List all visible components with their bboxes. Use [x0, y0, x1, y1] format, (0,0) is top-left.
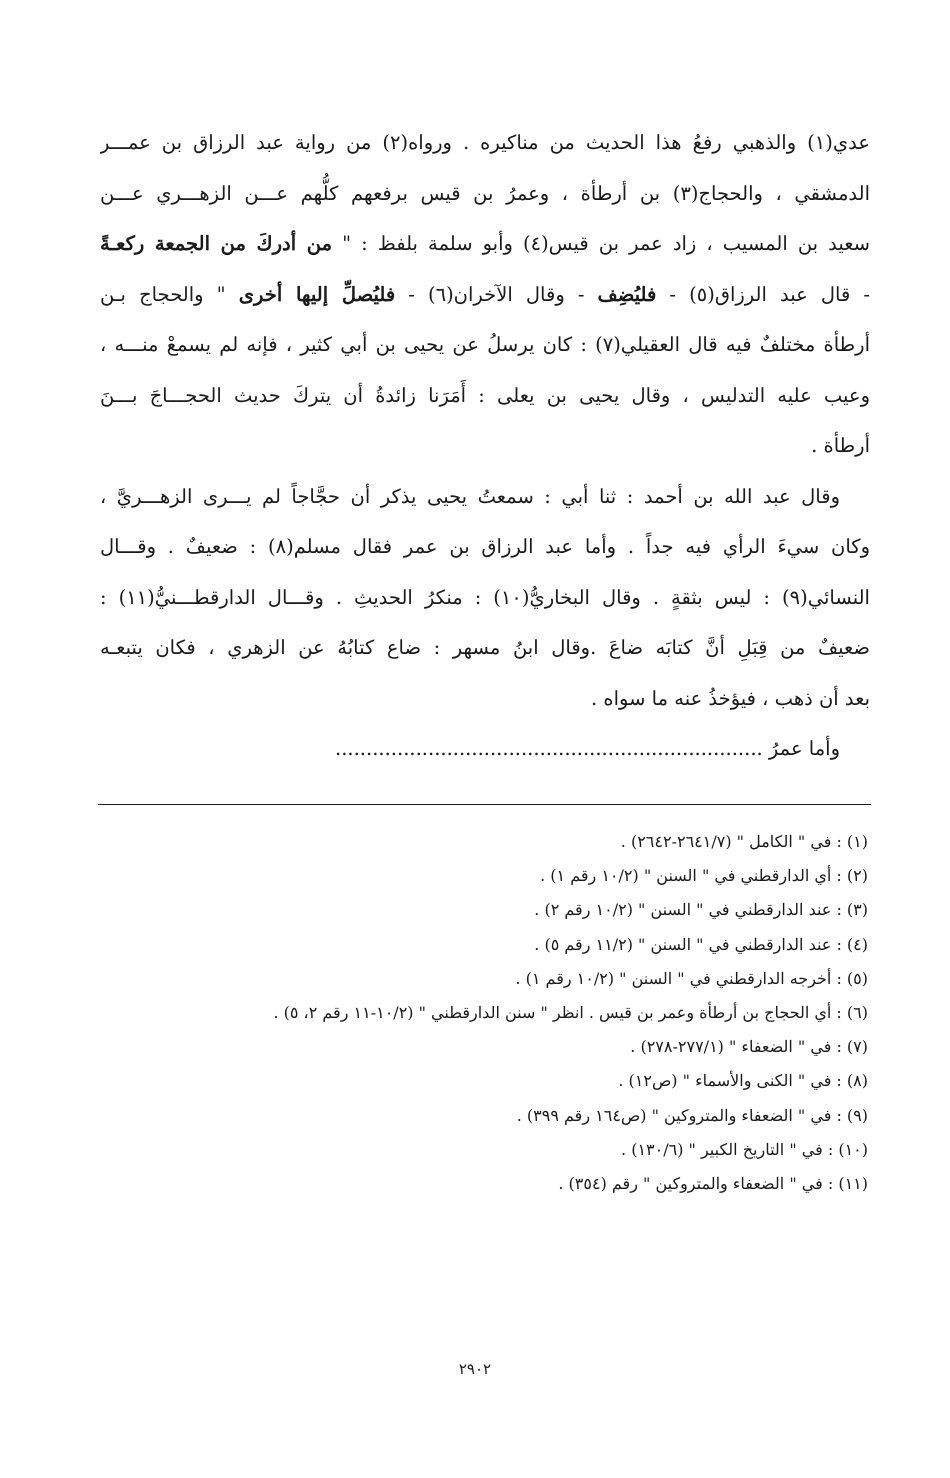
footnote-3: (٣) : عند الدارقطني في " السنن " (١٠/٢ رقم ٢) .: [534, 900, 868, 920]
body-line-13: وأما عمرُ .....................................................................: [335, 737, 840, 760]
footnote-7: (٧) : في " الضعفاء " (٢٧٧/١-٢٧٨) .: [630, 1037, 868, 1057]
bold-phrase-3: فليُصلِّ إليها أخرى: [238, 282, 396, 306]
body-line-4: - قال عبد الرزاق(٥) - فليُضِف - وقال الآخران(٦) - فليُصلِّ إليها أخرى " والحجاج بـن: [100, 282, 870, 306]
body-line-2: الدمشقي ، والحجاج(٣) بن أرطأة ، وعمرُ بن قيس برفعهم كلُّهم عـــن الزهـــري عـــن: [100, 181, 870, 205]
body-line-3-text: سعيد بن المسيب ، زاد عمر بن قيس(٤) وأبو سلمة بلفظ : " من أدركَ من الجمعة ركعـةً: [100, 232, 870, 255]
footnote-9: (٩) : في " الضعفاء والمتروكين " (ص١٦٤ رقم ٣٩٩) .: [516, 1105, 868, 1125]
body-line-5: أرطأة مختلفٌ فيه قال العقيلي(٧) : كان يرسلُ عن يحيى بن أبي كثير ، فإنه لم يسمعْ منـــه ،: [100, 333, 870, 356]
page-number: ٢٩٠٢: [458, 1360, 492, 1378]
footnote-10: (١٠) : في " التاريخ الكبير " (١٣٠/٦) .: [621, 1139, 868, 1159]
footnote-11: (١١) : في " الضعفاء والمتروكين " رقم (٣٥٤) .: [558, 1173, 868, 1193]
footnote-8: (٨) : في " الكنى والأسماء " (ص١٢) .: [618, 1071, 868, 1091]
footnote-2: (٢) : أي الدارقطني في " السنن " (١٠/٢ رقم ١) .: [540, 866, 868, 886]
body-line-12: بعد أن ذهب ، فيؤخذُ عنه ما سواه .: [591, 686, 870, 710]
body-line-6: وعيب عليه التدليس ، وقال يحيى بن يعلى : أَمَرَنا زائدةُ أن يتركَ حديث الحجـــاجَ بـــنَ: [100, 383, 870, 407]
footnote-1: (١) : في " الكامل " (٢٦٤١/٧-٢٦٤٢) .: [620, 832, 868, 851]
footnote-5: (٥) : أخرجه الدارقطني في " السنن " (١٠/٢ رقم ١) .: [515, 968, 868, 988]
footnote-separator: [98, 804, 871, 805]
body-line-11: ضعيفٌ من قِبَلِ أنَّ كتابَه ضاعَ .وقال ابنُ مسهر : ضاع كتابُهُ عن الزهري ، فكان يتبعـه: [100, 636, 870, 659]
footnote-6: (٦) : أي الحجاج بن أرطأة وعمر بن قيس . انظر " سنن الدارقطني " (١٠/٢-١١ رقم ٢، ٥) .: [273, 1002, 868, 1022]
body-line-8: وقال عبد الله بن أحمد : ثنا أبي : سمعتُ يحيى يذكر أن حجَّاجاً لم يـــرى الزهـــريَّ ،: [100, 484, 840, 508]
body-line-7: أرطأة .: [811, 434, 870, 457]
body-line-1: عدي(١) والذهبي رفعُ هذا الحديث من مناكيره . ورواه(٢) من رواية عبد الرزاق بن عمـــر: [100, 131, 870, 154]
bold-phrase-1: من أدركَ من الجمعة ركعـةً: [100, 232, 333, 255]
bold-phrase-2: فليُضِف: [597, 282, 657, 306]
footnotes: [100, 825, 868, 1201]
body-line-3: [100, 219, 870, 270]
body-line-10: النسائي(٩) : ليس بثقةٍ . وقال البخاريُّ(١٠) : منكرُ الحديثِ . وقـــال الدارقطـــنيُّ(١١) :: [100, 585, 870, 609]
main-text: [100, 118, 870, 775]
body-line-9: وكان سيءَ الرأي فيه جداً . وأما عبد الرزاق بن عمر فقال مسلم(٨) : ضعيفٌ . وقـــال: [100, 535, 870, 558]
footnote-4: (٤) : عند الدارقطني في " السنن " (١١/٢ رقم ٥) .: [534, 934, 868, 954]
